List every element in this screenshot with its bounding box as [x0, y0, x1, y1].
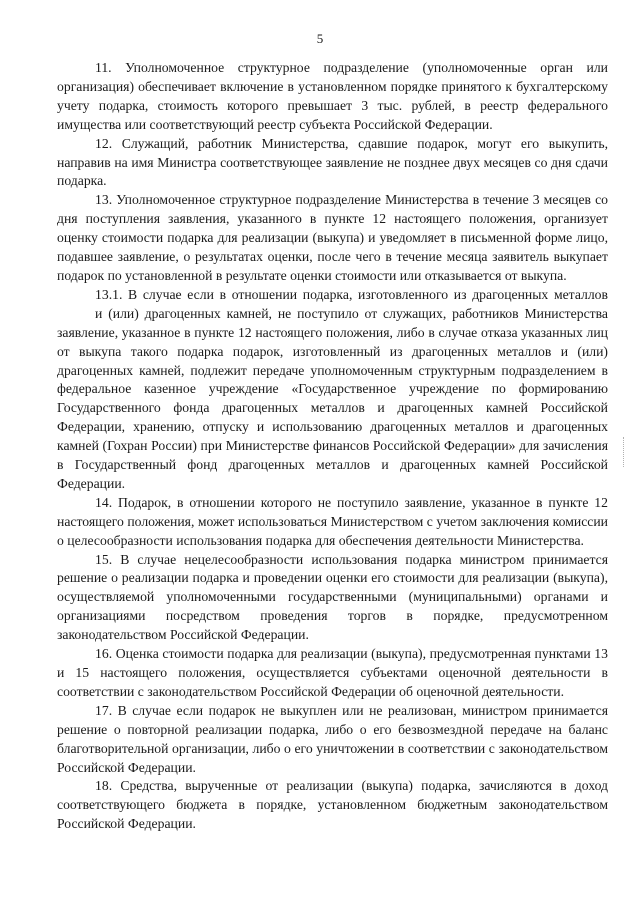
paragraph-15: 15. В случае нецелесообразности использования подарка министром принимается решение о реализации подарка и проведении оценки его стоимости для реализации (выкупа), осуществляемой уполномоченными государственными (муниципальными) органами и организациями посредством проведения торгов в порядке, предусмотренном законодательством Российской Федерации. [57, 551, 608, 643]
paragraph-12: 12. Служащий, работник Министерства, сдавшие подарок, могут его выкупить, направив на имя Министра соответствующее заявление не позднее двух месяцев со дня сдачи подарка. [57, 135, 608, 189]
paragraph-13: 13. Уполномоченное структурное подразделение Министерства в течение 3 месяцев со дня поступления заявления, указанного в пункте 12 настоящего положения, организует оценку стоимости подарка для реализации (выкупа) и уведомляет в письменной форме лицо, подавшее заявление, о результатах оценки, после чего в течение месяца заявитель выкупает подарок по установленной в результате оценки стоимости или отказывается от выкупа. [57, 192, 608, 283]
paragraph-17: 17. В случае если подарок не выкуплен или не реализован, министром принимается решение о повторной реализации подарка, либо о его безвозмездной передаче на баланс благотворительной организации, либо о его уничтожении в соответствии с законодательством Российской Федерации. [57, 702, 608, 775]
paragraph-18: 18. Средства, вырученные от реализации (выкупа) подарка, зачисляются в доход соответствующего бюджета в порядке, установленном бюджетным законодательством Российской Федерации. [57, 778, 608, 832]
paragraph-14: 14. Подарок, в отношении которого не поступило заявление, указанное в пункте 12 настоящего положения, может использоваться Министерством с учетом заключения комиссии о целесообразности использования подарка для обеспечения деятельности Министерства. [57, 494, 608, 548]
page-number: 5 [316, 31, 324, 46]
paragraph-11: 11. Уполномоченное структурное подразделение (уполномоченные орган или организация) обеспечивает включение в установленном порядке принятого к бухгалтерскому учету подарка, стоимость которого превышает 3 тыс. рублей, в реестр федерального имущества или соответствующий реестр субъекта Российской Федерации. [57, 60, 608, 132]
document-body [57, 59, 608, 834]
scan-margin-mark [623, 437, 626, 467]
paragraph-13-1-continuation: и (или) драгоценных камней, не поступило от служащих, работников Министерства заявление, указанное в пункте 12 настоящего положения, либо в случае отказа указанных лиц от выкупа такого подарка подарок, изготовленный из драгоценных металлов и (или) драгоценных камней, подлежит передаче уполномоченным структурным подразделением в федеральное казенное учреждение «Государственное учреждение по формированию Государственного фонда драгоценных металлов и драгоценных камней Российской Федерации, хранению, отпуску и использованию драгоценных металлов и драгоценных камней (Гохран России) при Министерстве финансов Российской Федерации» для зачисления в Государственный фонд драгоценных металлов и драгоценных камней Российской Федерации. [57, 305, 608, 491]
paragraph-16: 16. Оценка стоимости подарка для реализации (выкупа), предусмотренная пунктами 13 и 15 настоящего положения, осуществляется субъектами оценочной деятельности в соответствии с законодательством Российской Федерации об оценочной деятельности. [57, 646, 608, 699]
paragraph-13-1-start: 13.1. В случае если в отношении подарка, изготовленного из драгоценных металлов [95, 286, 608, 302]
